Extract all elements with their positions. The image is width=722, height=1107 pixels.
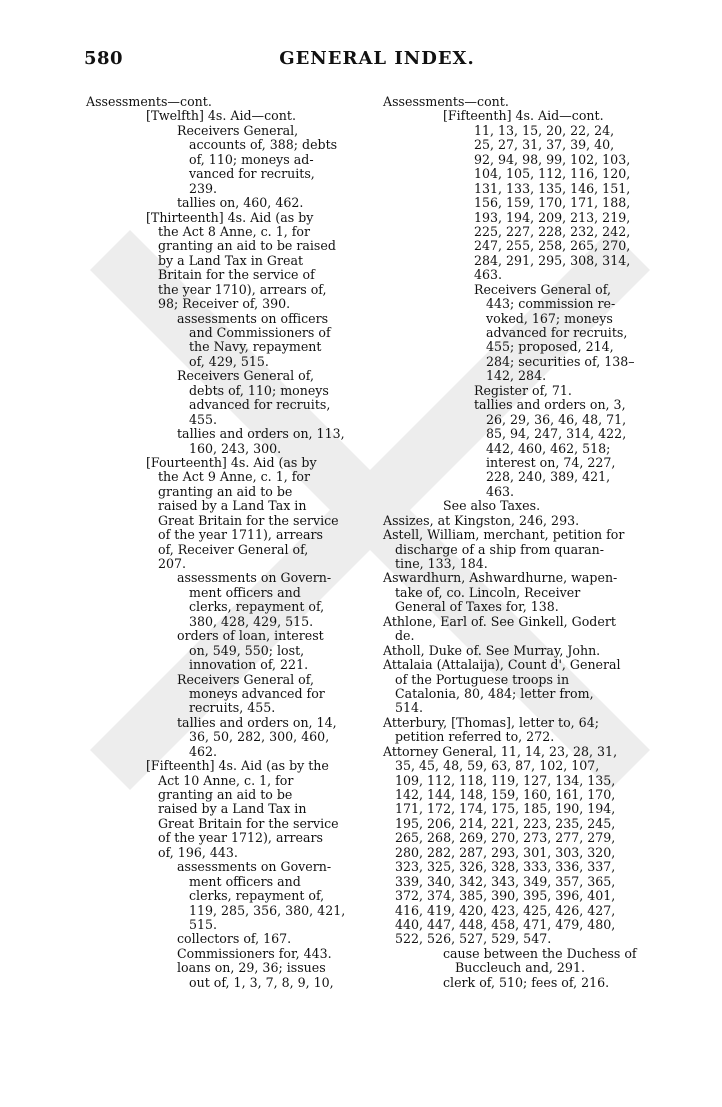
index-entry-line: of the year 1711), arrears [158,527,323,543]
index-entry-line: 455; proposed, 214, [486,339,614,355]
index-entry-line: Buccleuch and, 291. [455,960,585,976]
index-entry-line: 440, 447, 448, 458, 471, 479, 480, [395,916,616,932]
index-entry-line: vanced for recruits, [189,166,315,182]
running-title: GENERAL INDEX. [279,48,475,69]
page-header [84,48,670,76]
index-entry-line: the Act 9 Anne, c. 1, for [158,469,310,485]
index-entry-line: ment officers and [189,873,301,889]
index-entry-line: raised by a Land Tax in [158,801,307,817]
index-entry-line: Aswardhurn, Ashwardhurne, wapen- [383,570,618,586]
index-entry-line: tallies and orders on, 113, [177,426,345,442]
index-entry-line: petition referred to, 272. [395,729,555,745]
index-entry-line: the Act 8 Anne, c. 1, for [158,223,310,239]
index-entry-line: discharge of a ship from quaran- [395,541,604,557]
index-entry-line: loans on, 29, 36; issues [177,960,326,976]
index-entry-line: Register of, 71. [474,382,572,398]
index-entry-line: assessments on officers [177,310,329,326]
index-entry-line: Great Britain for the service [158,512,339,528]
index-entry-line: 280, 282, 287, 293, 301, 303, 320, [395,844,616,860]
index-entry-line: [Twelfth] 4s. Aid—cont. [146,108,296,124]
index-entry-line: 247, 255, 258, 265, 270, [474,238,631,254]
index-entry-line: de. [395,628,415,644]
index-entry-line: collectors of, 167. [177,931,292,947]
index-entry-line: 36, 50, 282, 300, 460, [189,729,330,745]
index-entry-line: 339, 340, 342, 343, 349, 357, 365, [395,873,616,889]
index-entry-line: Commissioners for, 443. [177,945,332,961]
index-entry-line: Britain for the service of [158,267,315,283]
index-entry-line: [Fourteenth] 4s. Aid (as by [146,454,317,470]
index-entry-line: of the Portuguese troops in [395,671,570,687]
index-entry-line: the Navy, repayment [189,339,322,355]
index-entry-line: 265, 268, 269, 270, 273, 277, 279, [395,830,616,846]
index-entry-line: Assizes, at Kingston, 246, 293. [383,512,580,528]
index-entry-line: 515. [189,916,218,932]
index-entry-line: voked, 167; moneys [486,310,613,326]
index-entry-line: 228, 240, 389, 421, [486,469,611,485]
index-entry-line: 171, 172, 174, 175, 185, 190, 194, [395,801,616,817]
index-column-right [383,95,653,990]
index-entry-line: the year 1710), arrears of, [158,281,327,297]
index-entry-line: and Commissioners of [189,325,331,340]
index-entry-line: Receivers General, [177,122,299,138]
index-entry-line: recruits, 455. [189,700,276,716]
index-entry-line: Astell, William, merchant, petition for [383,527,625,543]
index-entry-line: General of Taxes for, 138. [395,599,559,615]
index-entry-line: clerk of, 510; fees of, 216. [443,974,610,990]
index-entry-line: assessments on Govern- [177,570,332,586]
index-entry-line: by a Land Tax in Great [158,252,304,268]
index-entry-line: interest on, 74, 227, [486,454,616,470]
index-entry-line: Receivers General of, [177,671,314,687]
index-entry-line: 160, 243, 300. [189,440,282,456]
index-entry-line: 380, 428, 429, 515. [189,613,314,629]
index-entry-line: raised by a Land Tax in [158,498,307,514]
index-entry-line: Act 10 Anne, c. 1, for [158,772,294,788]
index-entry-line: Atterbury, [Thomas], letter to, 64; [383,714,599,730]
index-entry-line: clerks, repayment of, [189,888,325,904]
index-entry-line: Atholl, Duke of. See Murray, John. [383,642,601,658]
index-entry-line: on, 549, 550; lost, [189,642,305,658]
index-entry-line: 372, 374, 385, 390, 395, 396, 401, [395,888,616,904]
index-entry-line: 85, 94, 247, 314, 422, [486,426,627,442]
index-entry-line: tallies and orders on, 14, [177,714,337,730]
index-entry-line: 156, 159, 170, 171, 188, [474,195,631,211]
index-entry-line: Assessments—cont. [383,94,509,109]
index-entry-line: Assessments—cont. [86,94,212,109]
index-entry-line: advanced for recruits, [189,397,331,413]
index-entry-line: 239. [189,180,218,196]
index-entry-line: 522, 526, 527, 529, 547. [395,931,552,947]
index-entry-line: See also Taxes. [443,498,541,514]
index-entry-line: Receivers General of, [177,368,314,384]
index-entry-line: take of, co. Lincoln, Receiver [395,584,581,600]
index-entry-line: 442, 460, 462, 518; [486,440,611,456]
index-entry-line: Athlone, Earl of. See Ginkell, Godert [383,613,616,629]
index-entry-line: Attorney General, 11, 14, 23, 28, 31, [383,743,618,759]
index-entry-line: 26, 29, 36, 46, 48, 71, [486,411,627,427]
index-entry-line: Great Britain for the service [158,815,339,831]
index-entry-line: granting an aid to be [158,483,293,499]
index-entry-line: [Thirteenth] 4s. Aid (as by [146,209,314,225]
index-entry-line: 142, 144, 148, 159, 160, 161, 170, [395,787,616,802]
index-entry-line: tallies on, 460, 462. [177,195,304,211]
index-entry-line: 463. [474,267,503,283]
index-entry-line: 193, 194, 209, 213, 219, [474,209,631,225]
index-entry-line: advanced for recruits, [486,325,628,340]
index-entry-line: 455. [189,411,218,427]
index-entry-line: 284, 291, 295, 308, 314, [474,252,631,268]
index-entry-line: 131, 133, 135, 146, 151, [474,180,631,196]
index-entry-line: out of, 1, 3, 7, 8, 9, 10, [189,974,334,990]
index-entry-line: 98; Receiver of, 390. [158,296,291,312]
index-entry-line: [Fifteenth] 4s. Aid (as by the [146,758,329,774]
index-entry-line: 323, 325, 326, 328, 333, 336, 337, [395,859,616,875]
index-entry-line: [Fifteenth] 4s. Aid—cont. [443,108,604,124]
index-entry-line: tine, 133, 184. [395,556,488,571]
index-entry-line: 462. [189,743,218,759]
index-entry-line: of, Receiver General of, [158,541,309,557]
index-entry-line: Receivers General of, [474,281,611,297]
index-entry-line: ment officers and [189,584,301,600]
index-entry-line: accounts of, 388; debts [189,137,338,153]
index-entry-line: assessments on Govern- [177,859,332,875]
index-entry-line: 35, 45, 48, 59, 63, 87, 102, 107, [395,758,600,774]
index-entry-line: 225, 227, 228, 232, 242, [474,223,631,239]
index-entry-line: clerks, repayment of, [189,599,325,615]
index-entry-line: 119, 285, 356, 380, 421, [189,902,346,918]
index-entry-line: 195, 206, 214, 221, 223, 235, 245, [395,815,616,831]
index-entry-line: granting an aid to be [158,787,293,802]
index-entry-line: 284; securities of, 138– [486,353,635,369]
page-number: 580 [84,48,124,69]
index-entry-line: 443; commission re- [486,296,616,312]
index-entry-line: 207. [158,556,187,571]
index-entry-line: 109, 112, 118, 119, 127, 134, 135, [395,772,616,788]
index-entry-line: 104, 105, 112, 116, 120, [474,166,631,182]
index-column-left [86,95,352,990]
index-entry-line: of, 110; moneys ad- [189,151,314,167]
index-entry-line: cause between the Duchess of [443,945,637,961]
index-entry-line: 25, 27, 31, 37, 39, 40, [474,137,615,153]
index-entry-line: of, 196, 443. [158,844,238,860]
index-entry-line: 142, 284. [486,368,547,384]
index-entry-line: granting an aid to be raised [158,238,336,254]
index-entry-line: 463. [486,483,515,499]
index-entry-line: of, 429, 515. [189,353,269,369]
index-entry-line: orders of loan, interest [177,628,324,644]
index-entry-line: debts of, 110; moneys [189,382,329,398]
index-entry-line: 11, 13, 15, 20, 22, 24, [474,122,615,138]
index-entry-line: Attalaia (Attalaija), Count d', General [383,657,621,673]
index-entry-line: Catalonia, 80, 484; letter from, [395,685,594,701]
index-entry-line: 92, 94, 98, 99, 102, 103, [474,151,631,167]
index-entry-line: 416, 419, 420, 423, 425, 426, 427, [395,902,616,918]
index-entry-line: of the year 1712), arrears [158,830,323,846]
index-entry-line: tallies and orders on, 3, [474,397,626,413]
index-entry-line: innovation of, 221. [189,657,309,673]
index-entry-line: moneys advanced for [189,685,325,701]
index-entry-line: 514. [395,700,424,716]
